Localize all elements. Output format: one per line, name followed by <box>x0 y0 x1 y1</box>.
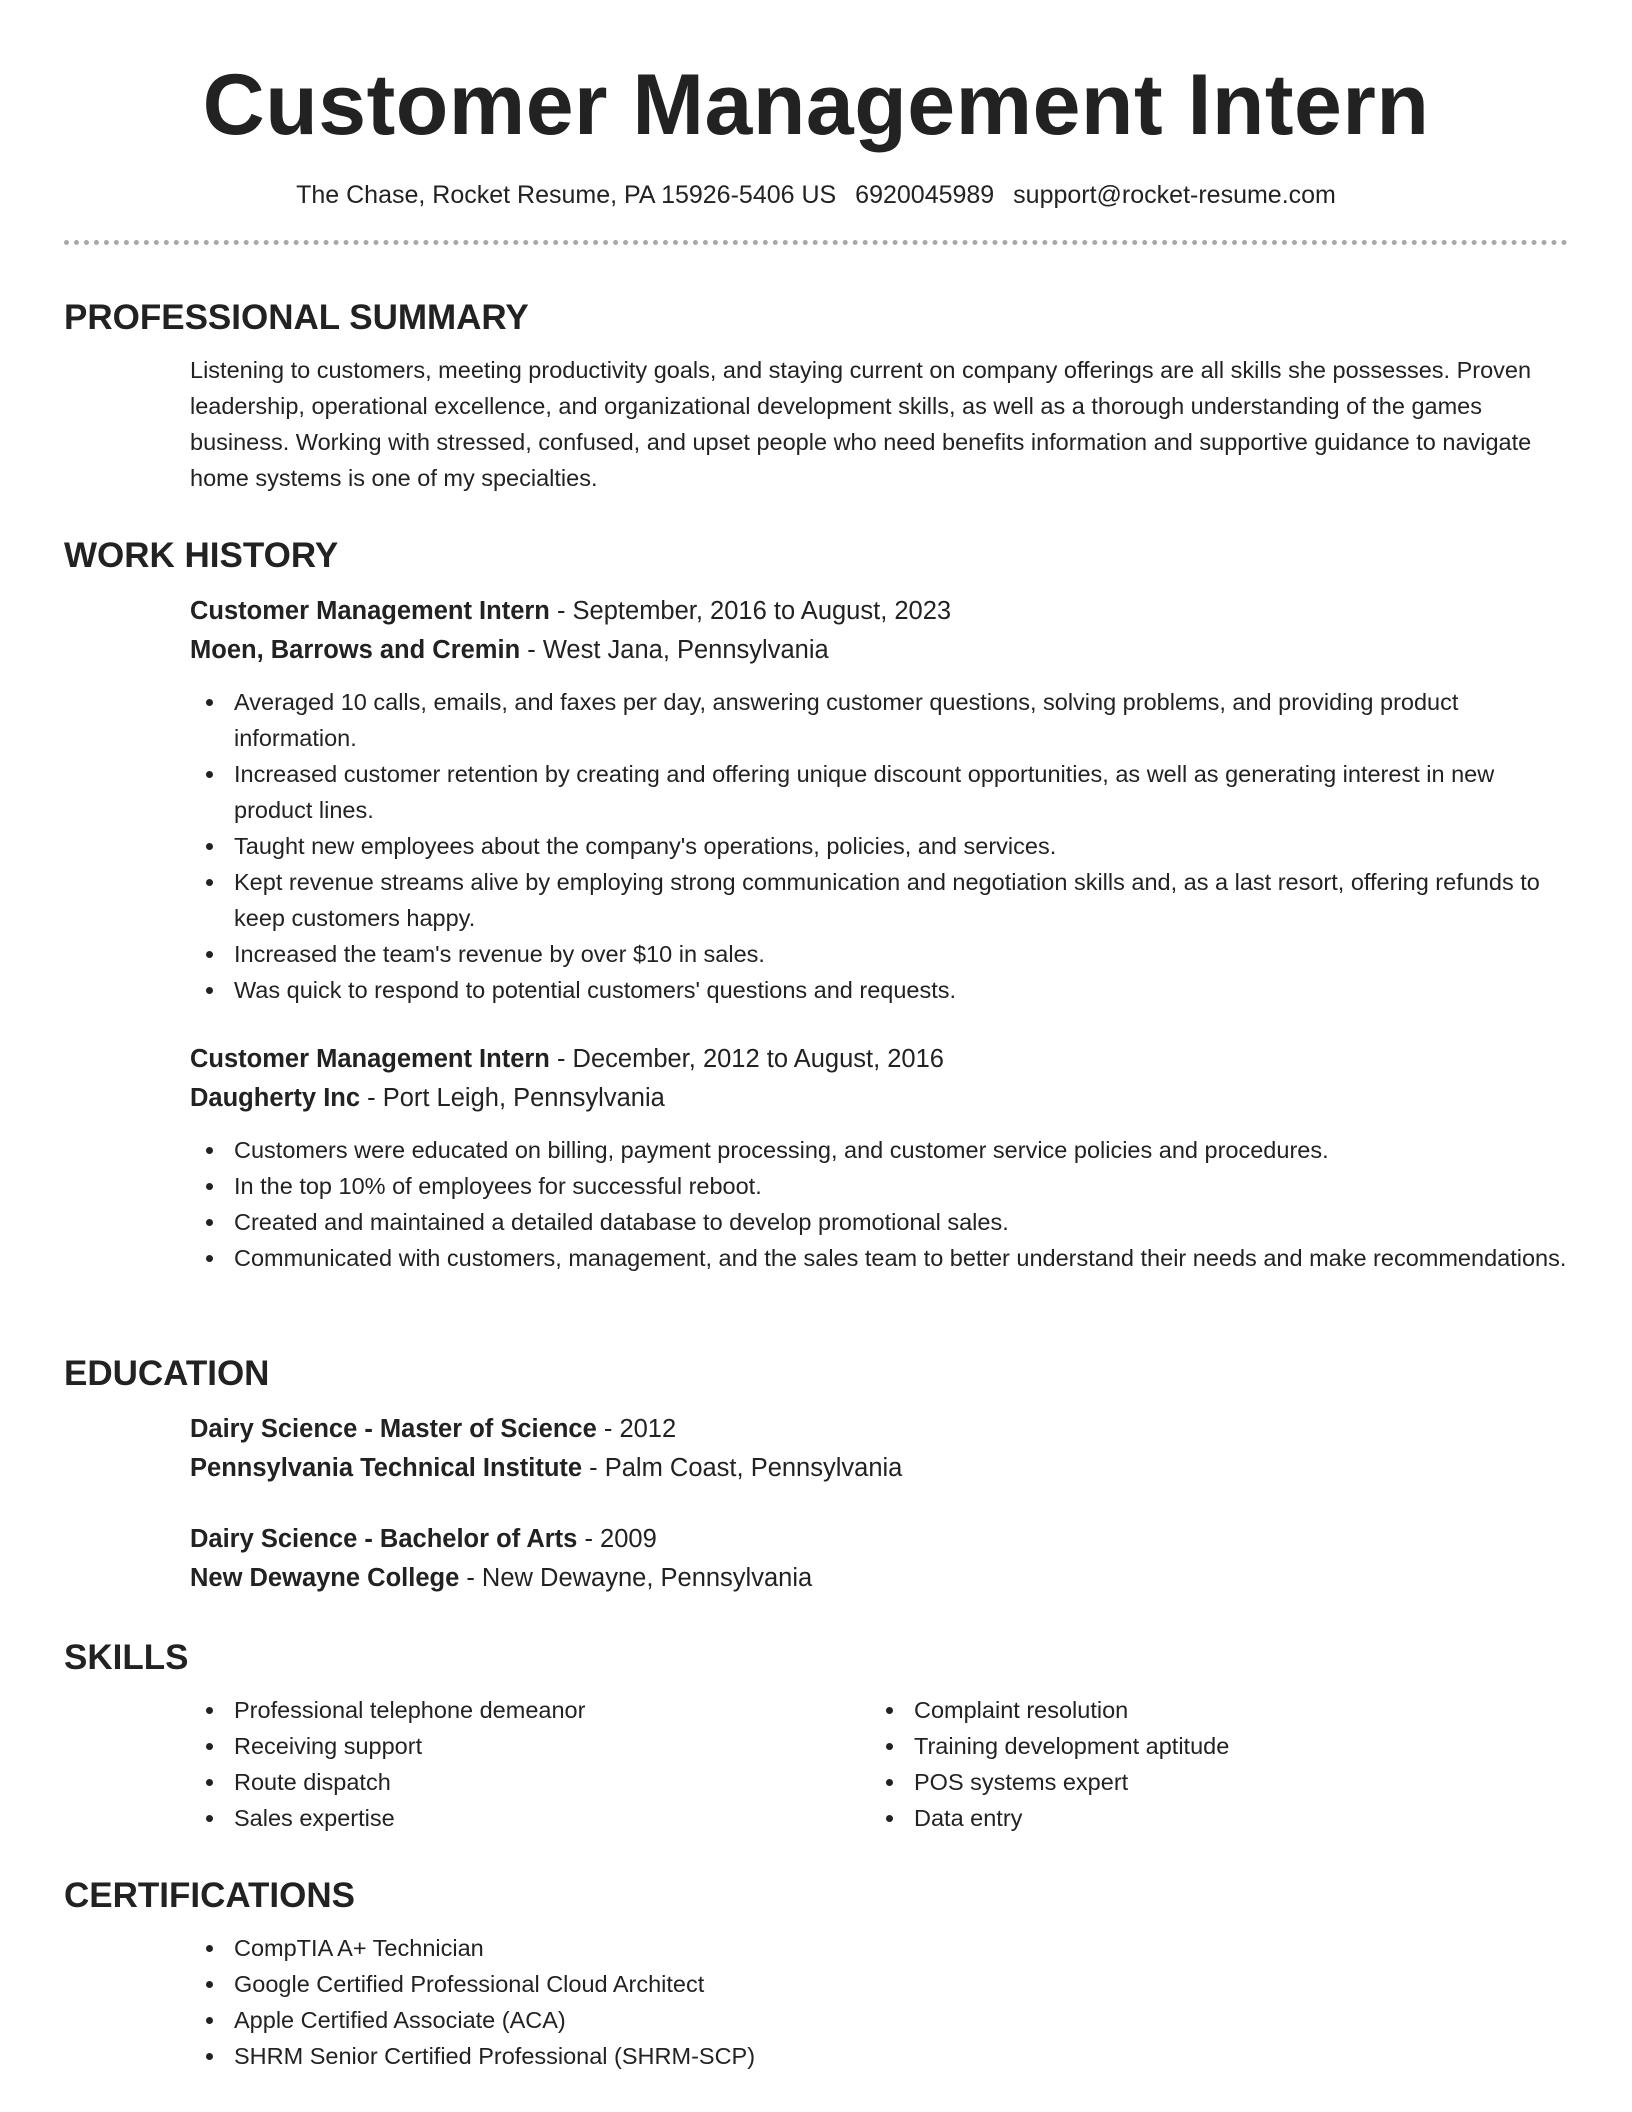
work-history-title: WORK HISTORY <box>64 536 339 575</box>
contact-email: support@rocket-resume.com <box>1013 181 1336 209</box>
skills-columns <box>190 1692 1568 1836</box>
school-location: - New Dewayne, Pennsylvania <box>459 1564 813 1592</box>
job-company: Moen, Barrows and Cremin <box>190 636 521 664</box>
degree-line <box>190 1410 1568 1449</box>
list-item: SHRM Senior Certified Professional (SHRM-SCP) <box>190 2038 1568 2074</box>
skills-list-left <box>190 1692 870 1836</box>
summary-title: PROFESSIONAL SUMMARY <box>64 298 529 337</box>
list-item: Increased the team's revenue by over $10 in sales. <box>190 936 1568 972</box>
list-item: POS systems expert <box>870 1764 1550 1800</box>
resume-header <box>64 0 1568 245</box>
school-line <box>190 1449 1568 1488</box>
list-item: CompTIA A+ Technician <box>190 1930 1568 1966</box>
job-dates: - December, 2012 to August, 2016 <box>549 1045 944 1073</box>
job-bullets <box>64 684 1568 1008</box>
education-section <box>64 1352 1568 1598</box>
contact-address: The Chase, Rocket Resume, PA 15926-5406 US <box>296 181 837 209</box>
header-divider <box>64 240 1568 245</box>
job-entry-1 <box>190 592 1568 1008</box>
list-item: Created and maintained a detailed database to develop promotional sales. <box>190 1204 1568 1240</box>
contact-line <box>64 178 1568 212</box>
job-entry-2 <box>190 1040 1568 1276</box>
school: New Dewayne College <box>190 1564 460 1592</box>
certifications-section <box>64 1874 1568 2074</box>
job-company-line <box>190 1079 1568 1118</box>
certifications-list <box>190 1930 1568 2074</box>
list-item: Kept revenue streams alive by employing strong communication and negotiation skills and, as a last resort, offering refunds to keep customers happy. <box>190 864 1568 936</box>
degree-year: - 2009 <box>577 1525 657 1553</box>
list-item: Taught new employees about the company's operations, policies, and services. <box>190 828 1568 864</box>
summary-section <box>64 296 1568 496</box>
job-location: - West Jana, Pennsylvania <box>520 636 829 664</box>
job-role: Customer Management Intern <box>190 597 550 625</box>
list-item: Was quick to respond to potential customers' questions and requests. <box>190 972 1568 1008</box>
degree: Dairy Science - Master of Science <box>190 1415 597 1443</box>
list-item: Customers were educated on billing, payment processing, and customer service policies and procedures. <box>190 1132 1568 1168</box>
school-line <box>190 1559 1568 1598</box>
list-item: Route dispatch <box>190 1764 870 1800</box>
skills-section <box>64 1636 1568 1836</box>
job-title-line <box>190 592 1568 631</box>
education-entry-1 <box>190 1410 1568 1488</box>
job-title-line <box>190 1040 1568 1079</box>
degree-line <box>190 1520 1568 1559</box>
list-item: Google Certified Professional Cloud Architect <box>190 1966 1568 2002</box>
school-location: - Palm Coast, Pennsylvania <box>582 1454 903 1482</box>
job-company: Daugherty Inc <box>190 1084 361 1112</box>
skills-title: SKILLS <box>64 1638 189 1677</box>
list-item: Training development aptitude <box>870 1728 1550 1764</box>
list-item: Averaged 10 calls, emails, and faxes per day, answering customer questions, solving problems, and providing product information. <box>190 684 1568 756</box>
job-role: Customer Management Intern <box>190 1045 550 1073</box>
candidate-name: Customer Management Intern <box>202 57 1430 153</box>
list-item: Receiving support <box>190 1728 870 1764</box>
contact-phone: 6920045989 <box>855 181 995 209</box>
list-item: Communicated with customers, management, and the sales team to better understand their needs and make recommendations. <box>190 1240 1568 1276</box>
degree: Dairy Science - Bachelor of Arts <box>190 1525 578 1553</box>
certifications-title: CERTIFICATIONS <box>64 1876 356 1915</box>
degree-year: - 2012 <box>596 1415 677 1443</box>
list-item: In the top 10% of employees for successful reboot. <box>190 1168 1568 1204</box>
list-item: Professional telephone demeanor <box>190 1692 870 1728</box>
work-history-section <box>64 534 1568 1276</box>
summary-text: Listening to customers, meeting productivity goals, and staying current on company offerings are all skills she possesses. Proven leadership, operational excellence, and organizational development skills, as well as a thorough understanding of the games business. Working with stressed, confused, and upset people who need benefits information and supportive guidance to navigate home systems is one of my specialties. <box>190 357 1532 491</box>
job-dates: - September, 2016 to August, 2023 <box>549 597 952 625</box>
list-item: Sales expertise <box>190 1800 870 1836</box>
job-company-line <box>190 631 1568 670</box>
list-item: Data entry <box>870 1800 1550 1836</box>
list-item: Apple Certified Associate (ACA) <box>190 2002 1568 2038</box>
education-entry-2 <box>190 1520 1568 1598</box>
school: Pennsylvania Technical Institute <box>190 1454 583 1482</box>
list-item: Increased customer retention by creating and offering unique discount opportunities, as well as generating interest in new product lines. <box>190 756 1568 828</box>
job-location: - Port Leigh, Pennsylvania <box>360 1084 665 1112</box>
education-title: EDUCATION <box>64 1354 270 1393</box>
skills-list-right <box>870 1692 1550 1836</box>
list-item: Complaint resolution <box>870 1692 1550 1728</box>
job-bullets <box>64 1132 1568 1276</box>
